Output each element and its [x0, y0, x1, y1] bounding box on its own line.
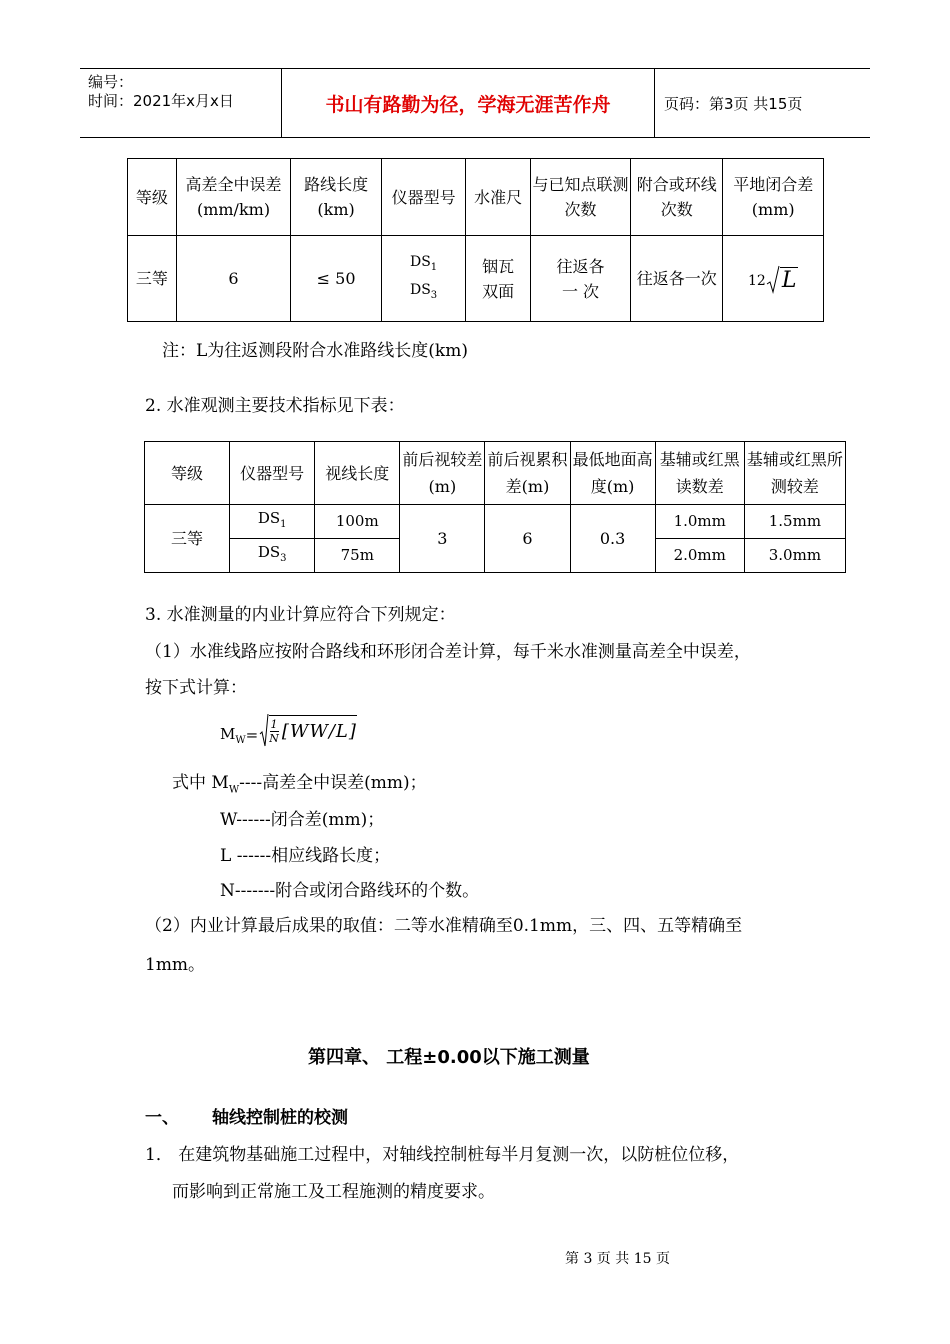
table-header-row	[145, 442, 846, 505]
sqrt-icon	[259, 712, 269, 748]
section3-item1-line1: （1）水准线路应按附合路线和环形闭合差计算，每千米水准测量高差全中误差，	[145, 642, 751, 662]
measure-diff-cell: 1.5mm	[744, 505, 845, 539]
grade-cell: 三等	[145, 505, 230, 573]
paragraph-line1: 1． 在建筑物基础施工过程中，对轴线控制桩每半月复测一次，以防桩位位移，	[145, 1145, 740, 1165]
header-number: 编号：	[88, 73, 134, 91]
table-row	[128, 236, 824, 322]
section3-item2-line1: （2）内业计算最后成果的取值：二等水准精确至0.1mm，三、四、五等精确至	[145, 916, 743, 936]
instrument-cell: $DS_3$	[230, 539, 315, 573]
table-header-cell: 基辅或红黑所测较差	[744, 442, 845, 505]
read-diff-cell: 2.0mm	[655, 539, 744, 573]
section3-item2-line2: 1mm。	[145, 955, 206, 975]
table-header-cell: 前后视累积差(m)	[485, 442, 570, 505]
table-header-cell: 基辅或红黑读数差	[655, 442, 744, 505]
subsection-number: 一、	[145, 1108, 179, 1128]
table-header-cell: 附合或环线次数	[631, 159, 723, 236]
def-n: N-------附合或闭合路线环的个数。	[220, 881, 480, 901]
header-meta	[80, 69, 282, 137]
read-diff-cell: 1.0mm	[655, 505, 744, 539]
observation-spec-table	[144, 441, 846, 573]
rod-cell: 铟瓦 双面	[466, 236, 531, 322]
table-header-cell: 水准尺	[466, 159, 531, 236]
joint-cell: 往返各 一 次	[530, 236, 630, 322]
table-header-cell: 仪器型号	[230, 442, 315, 505]
table-header-row	[128, 159, 824, 236]
table-header-cell: 高差全中误差(mm/km)	[176, 159, 291, 236]
instrument-cell: $DS_1$	[230, 505, 315, 539]
table-header-cell: 前后视较差(m)	[400, 442, 485, 505]
formula-fraction: 1 N	[269, 718, 279, 745]
error-formula: $M_W$ = 1 N [WW/L]	[220, 712, 357, 748]
leveling-spec-table	[127, 158, 824, 322]
sight-cell: 75m	[315, 539, 400, 573]
table-header-cell: 视线长度	[315, 442, 400, 505]
grade-cell: 三等	[128, 236, 177, 322]
table-header-cell: 与已知点联测次数	[530, 159, 630, 236]
measure-diff-cell: 3.0mm	[744, 539, 845, 573]
header-motto: 书山有路勤为径，学海无涯苦作舟	[282, 69, 655, 137]
front-back-diff-cell: 3	[400, 505, 485, 573]
sight-cell: 100m	[315, 505, 400, 539]
table-header-cell: 路线长度(km)	[291, 159, 382, 236]
closure-cell	[723, 236, 824, 322]
paragraph-line2: 而影响到正常施工及工程施测的精度要求。	[172, 1182, 495, 1202]
def-w: W------闭合差(mm)；	[220, 810, 385, 830]
page-header	[80, 68, 870, 138]
subsection-title: 轴线控制桩的校测	[212, 1108, 348, 1128]
section3-item1-line2: 按下式计算：	[145, 678, 247, 698]
table-header-cell: 等级	[145, 442, 230, 505]
def-intro: 式中 $M_W----$高差全中误差(mm)；	[172, 773, 427, 796]
loop-cell: 往返各一次	[631, 236, 723, 322]
table-row	[145, 505, 846, 539]
closure-formula: 12 L	[748, 264, 798, 294]
length-cell: ≤ 50	[291, 236, 382, 322]
section2-title: 2. 水准观测主要技术指标见下表：	[145, 396, 405, 416]
def-l: L ------相应线路长度；	[220, 846, 391, 866]
accum-diff-cell: 6	[485, 505, 570, 573]
chapter-title: 第四章、 工程±0.00以下施工测量	[308, 1047, 590, 1068]
table-header-cell: 最低地面高度(m)	[570, 442, 655, 505]
section3-title: 3. 水准测量的内业计算应符合下列规定：	[145, 605, 456, 625]
table1-note: 注：L为往返测段附合水准路线长度(km)	[162, 341, 468, 361]
header-time: 时间：2021年x月x日	[88, 92, 234, 110]
table-header-cell: 平地闭合差(mm)	[723, 159, 824, 236]
instrument-cell: $DS_1$ $DS_3$	[381, 236, 465, 322]
sqrt-icon	[766, 264, 780, 294]
table-header-cell: 等级	[128, 159, 177, 236]
min-height-cell: 0.3	[570, 505, 655, 573]
page-footer: 第 3 页 共 15 页	[565, 1251, 670, 1267]
error-cell: 6	[176, 236, 291, 322]
table-header-cell: 仪器型号	[381, 159, 465, 236]
header-page-info: 页码：第3页 共15页	[664, 94, 803, 113]
